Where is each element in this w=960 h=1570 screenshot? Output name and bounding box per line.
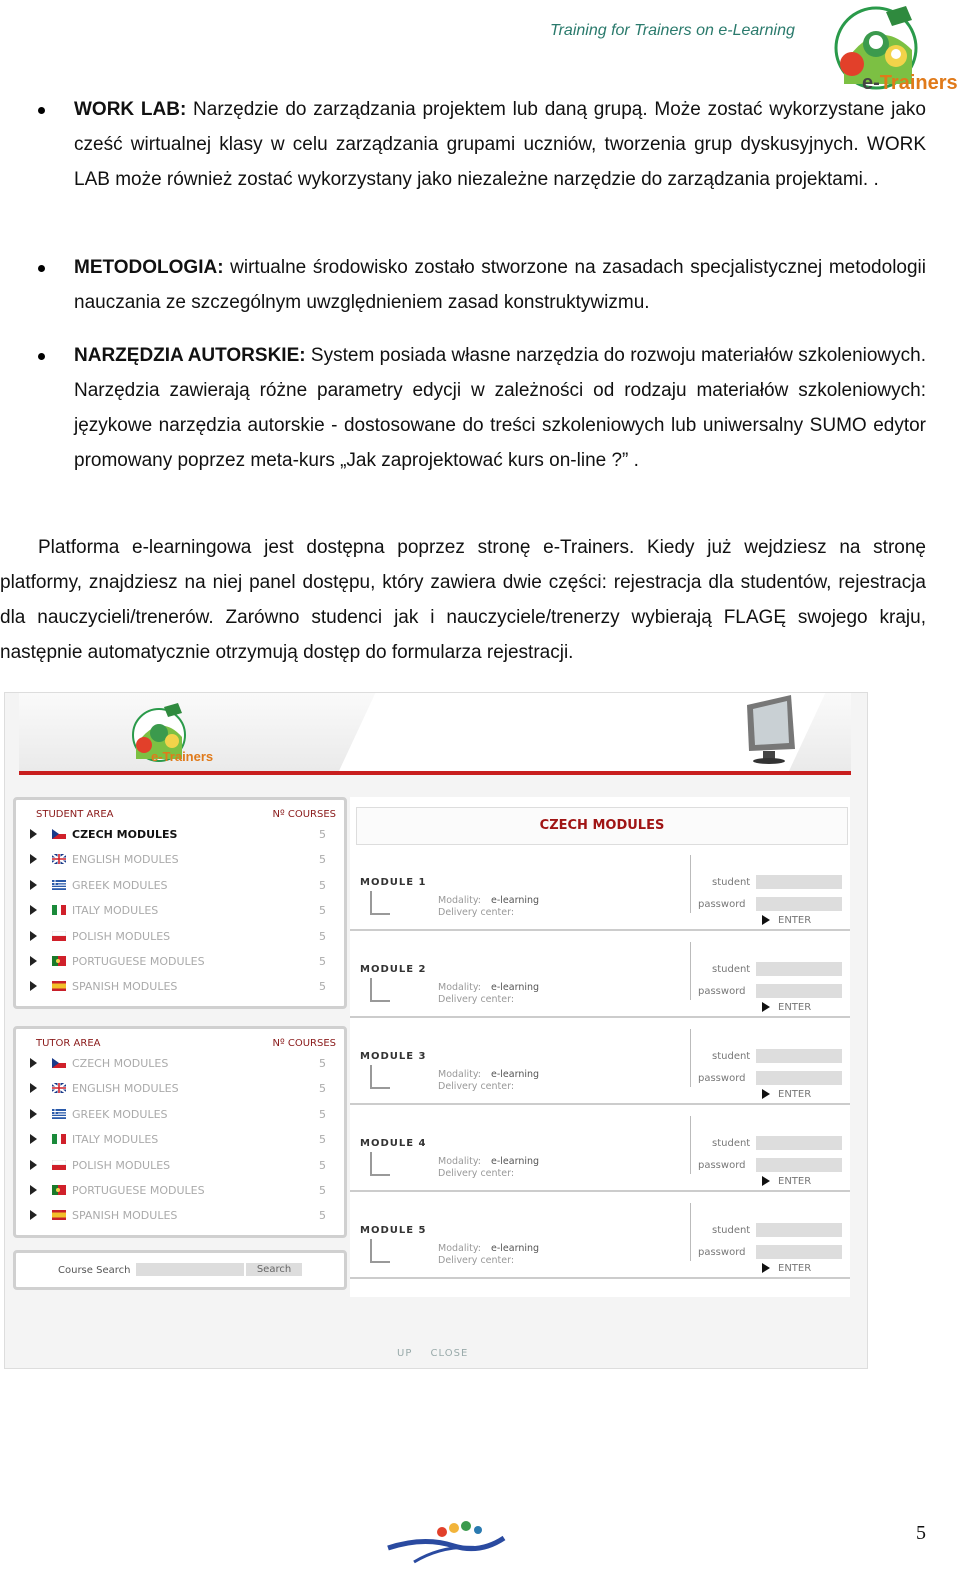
student-label: student <box>712 1051 751 1062</box>
module-name: SPANISH MODULES <box>72 1209 178 1223</box>
enter-button[interactable]: ENTER <box>778 1176 812 1187</box>
student-module-row[interactable] <box>16 924 344 949</box>
enter-button[interactable]: ENTER <box>778 915 812 926</box>
course-count: 5 <box>319 1158 326 1172</box>
student-label: student <box>712 1225 751 1236</box>
platform-screenshot <box>4 692 868 1369</box>
student-module-row[interactable] <box>16 873 344 898</box>
arrow-right-icon <box>30 1058 37 1068</box>
student-input[interactable] <box>756 1136 842 1150</box>
student-label: student <box>712 964 751 975</box>
student-input[interactable] <box>756 1049 842 1063</box>
module-name: GREEK MODULES <box>72 878 168 892</box>
running-header: Training for Trainers on e-Learning <box>550 22 795 39</box>
module-title: MODULE 3 <box>360 1051 427 1062</box>
cz-flag-icon <box>52 1058 66 1068</box>
course-search-input[interactable] <box>136 1263 244 1276</box>
module-icon <box>370 978 390 1002</box>
password-input[interactable] <box>756 1158 842 1172</box>
module-title: MODULE 1 <box>360 877 427 888</box>
pl-flag-icon <box>52 1160 66 1170</box>
enter-button[interactable]: ENTER <box>778 1002 812 1013</box>
modules-panel <box>350 797 850 1297</box>
module-card <box>350 932 850 1018</box>
modules-panel-title: CZECH MODULES <box>356 807 848 845</box>
module-name: ENGLISH MODULES <box>72 1082 179 1096</box>
footer-logo-icon <box>384 1518 508 1566</box>
course-count: 5 <box>319 1133 326 1147</box>
it-flag-icon <box>52 1134 66 1144</box>
tutor-module-row[interactable] <box>16 1127 344 1152</box>
bullet-dot <box>38 265 45 272</box>
course-count: 5 <box>319 1183 326 1197</box>
arrow-right-icon <box>30 829 37 839</box>
password-label: password <box>698 899 746 910</box>
module-card <box>350 1193 850 1279</box>
module-name: PORTUGUESE MODULES <box>72 1183 205 1197</box>
tutor-module-row[interactable] <box>16 1153 344 1178</box>
modality: Modality: e-learning <box>438 895 540 906</box>
page-number: 5 <box>916 1522 926 1544</box>
student-module-row[interactable] <box>16 974 344 999</box>
module-name: POLISH MODULES <box>72 1158 171 1172</box>
student-area-title: STUDENT AREA <box>36 809 114 820</box>
arrow-right-icon <box>30 981 37 991</box>
up-link[interactable]: UP <box>397 1348 413 1359</box>
module-title: MODULE 2 <box>360 964 427 975</box>
delivery-center: Delivery center: <box>438 1255 515 1266</box>
module-name: PORTUGUESE MODULES <box>72 954 205 968</box>
play-arrow-icon <box>762 1089 770 1099</box>
play-arrow-icon <box>762 1263 770 1273</box>
arrow-right-icon <box>30 880 37 890</box>
monitor-icon <box>739 695 797 765</box>
student-area-panel <box>13 797 347 1009</box>
es-flag-icon <box>52 981 66 991</box>
course-count: 5 <box>319 929 326 943</box>
course-count: 5 <box>319 1057 326 1070</box>
play-arrow-icon <box>762 1002 770 1012</box>
screenshot-banner <box>19 693 851 775</box>
arrow-right-icon <box>30 1185 37 1195</box>
module-card <box>350 1019 850 1105</box>
body-paragraph: Platforma e-learningowa jest dostępna poprzez stronę e-Trainers. Kiedy już wejdziesz na stronę platformy, znajdziesz na niej panel dostępu, który zawiera dwie części: rejestracja dla studentów, rejestracja dla nauczycieli/trenerów. Zarówno studenci jak i nauczyciele/trenerzy wybierają FLAGĘ swojego kraju, następnie automatycznie otrzymują dostęp do formularza rejestracji. <box>0 537 926 663</box>
arrow-right-icon <box>30 956 37 966</box>
module-name: ENGLISH MODULES <box>72 853 179 867</box>
password-label: password <box>698 1073 746 1084</box>
tutor-module-row[interactable] <box>16 1203 344 1228</box>
tutor-area-panel <box>13 1026 347 1238</box>
course-search-label: Course Search <box>58 1265 131 1276</box>
student-input[interactable] <box>756 1223 842 1237</box>
courses-count-header: Nº COURSES <box>272 1038 336 1049</box>
tutor-module-row[interactable] <box>16 1051 344 1076</box>
modality: Modality: e-learning <box>438 982 540 993</box>
play-arrow-icon <box>762 1176 770 1186</box>
course-count: 5 <box>319 1082 326 1096</box>
it-flag-icon <box>52 905 66 915</box>
course-count: 5 <box>319 980 326 994</box>
tutor-module-row[interactable] <box>16 1102 344 1127</box>
module-icon <box>370 1152 390 1176</box>
delivery-center: Delivery center: <box>438 994 515 1005</box>
logo-wordmark: e-Trainers <box>862 72 958 94</box>
student-module-row[interactable] <box>16 847 344 872</box>
course-count: 5 <box>319 853 326 867</box>
enter-button[interactable]: ENTER <box>778 1263 812 1274</box>
arrow-right-icon <box>30 1083 37 1093</box>
arrow-right-icon <box>30 1109 37 1119</box>
arrow-right-icon <box>30 1210 37 1220</box>
pt-flag-icon <box>52 956 66 966</box>
screenshot-logo-text: e-Trainers <box>151 749 214 764</box>
student-label: student <box>712 1138 751 1149</box>
course-count: 5 <box>319 1107 326 1121</box>
enter-button[interactable]: ENTER <box>778 1089 812 1100</box>
module-title: MODULE 5 <box>360 1225 427 1236</box>
module-name: ITALY MODULES <box>72 904 159 918</box>
arrow-right-icon <box>30 1160 37 1170</box>
student-module-row[interactable] <box>16 822 344 847</box>
pl-flag-icon <box>52 931 66 941</box>
arrow-right-icon <box>30 931 37 941</box>
module-name: GREEK MODULES <box>72 1107 168 1121</box>
student-input[interactable] <box>756 962 842 976</box>
student-label: student <box>712 877 751 888</box>
delivery-center: Delivery center: <box>438 1168 515 1179</box>
course-count: 5 <box>319 954 326 968</box>
bullet-dot <box>38 353 45 360</box>
delivery-center: Delivery center: <box>438 907 515 918</box>
module-name: CZECH MODULES <box>72 1057 169 1070</box>
course-count: 5 <box>319 904 326 918</box>
password-label: password <box>698 1247 746 1258</box>
cz-flag-icon <box>52 829 66 839</box>
play-arrow-icon <box>762 915 770 925</box>
courses-count-header: Nº COURSES <box>272 809 336 820</box>
arrow-right-icon <box>30 1134 37 1144</box>
close-link[interactable]: CLOSE <box>430 1348 469 1359</box>
course-count: 5 <box>319 828 326 841</box>
password-label: password <box>698 986 746 997</box>
bullet-dot <box>38 107 45 114</box>
es-flag-icon <box>52 1210 66 1220</box>
course-count: 5 <box>319 878 326 892</box>
password-input[interactable] <box>756 1245 842 1259</box>
module-icon <box>370 1065 390 1089</box>
module-name: CZECH MODULES <box>72 828 178 841</box>
modality: Modality: e-learning <box>438 1243 540 1254</box>
module-title: MODULE 4 <box>360 1138 427 1149</box>
student-module-row[interactable] <box>16 898 344 923</box>
tutor-module-row[interactable] <box>16 1076 344 1101</box>
password-input[interactable] <box>756 1071 842 1085</box>
uk-flag-icon <box>52 1083 66 1093</box>
tutor-area-title: TUTOR AREA <box>36 1038 101 1049</box>
gr-flag-icon <box>52 1109 66 1119</box>
student-input[interactable] <box>756 875 842 889</box>
password-input[interactable] <box>756 984 842 998</box>
module-card <box>350 845 850 931</box>
arrow-right-icon <box>30 905 37 915</box>
delivery-center: Delivery center: <box>438 1081 515 1092</box>
course-search-button[interactable]: Search <box>246 1263 302 1276</box>
arrow-right-icon <box>30 854 37 864</box>
password-input[interactable] <box>756 897 842 911</box>
course-count: 5 <box>319 1209 326 1223</box>
modality: Modality: e-learning <box>438 1069 540 1080</box>
gr-flag-icon <box>52 880 66 890</box>
password-label: password <box>698 1160 746 1171</box>
module-name: SPANISH MODULES <box>72 980 178 994</box>
uk-flag-icon <box>52 854 66 864</box>
module-card <box>350 1106 850 1192</box>
module-icon <box>370 891 390 915</box>
module-name: ITALY MODULES <box>72 1133 159 1147</box>
pt-flag-icon <box>52 1185 66 1195</box>
tutor-module-row[interactable] <box>16 1178 344 1203</box>
module-icon <box>370 1239 390 1263</box>
screenshot-footer <box>397 1348 482 1359</box>
module-name: POLISH MODULES <box>72 929 171 943</box>
course-search-panel <box>13 1250 347 1290</box>
modality: Modality: e-learning <box>438 1156 540 1167</box>
student-module-row[interactable] <box>16 949 344 974</box>
